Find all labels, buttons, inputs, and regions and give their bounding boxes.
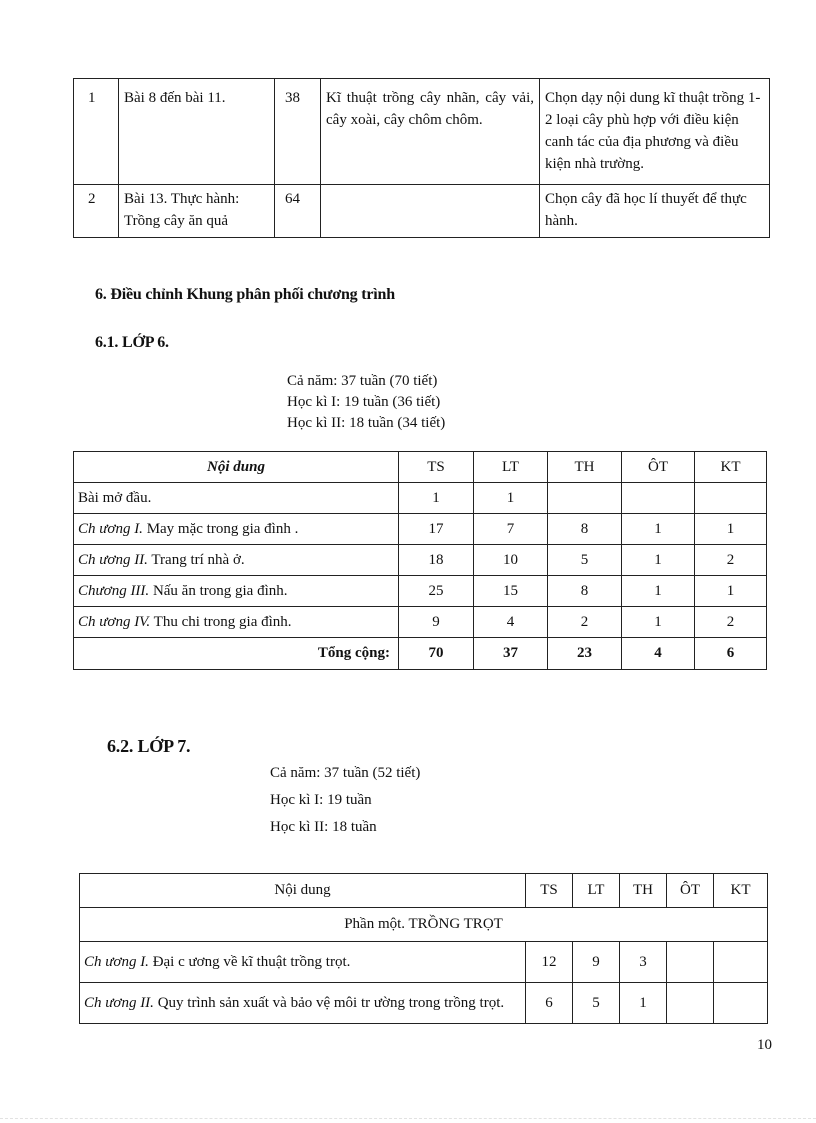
header-ts: TS: [399, 452, 474, 483]
kt-cell: 1: [695, 576, 767, 607]
ot-cell: 1: [622, 545, 695, 576]
kt-cell: 2: [695, 607, 767, 638]
lesson-cell: Bài 8 đến bài 11.: [119, 79, 275, 185]
chapter-prefix: Ch ương II.: [78, 551, 148, 568]
ot-cell: [667, 942, 714, 983]
grade7-summary: [270, 763, 420, 838]
ts-cell: 9: [399, 607, 474, 638]
adjustment-table: [73, 78, 770, 238]
table-row: [74, 576, 767, 607]
kt-cell: 2: [695, 545, 767, 576]
chapter-title: Nấu ăn trong gia đình.: [149, 582, 288, 599]
chapter-title: Trang trí nhà ở.: [147, 551, 245, 568]
th-cell: 3: [620, 942, 667, 983]
summary-line: Cả năm: 37 tuần (52 tiết): [270, 765, 421, 781]
header-th: TH: [620, 874, 667, 908]
kt-cell: [714, 942, 768, 983]
section-row: [80, 908, 768, 942]
content-cell: [80, 942, 526, 983]
total-th: 23: [548, 638, 622, 670]
summary-line: Học kì II: 18 tuần: [270, 819, 377, 835]
chapter-title: Quy trình sản xuất và bảo vệ môi tr ường trong trồng trọt.: [153, 994, 505, 1011]
ot-cell: 1: [622, 576, 695, 607]
lt-cell: 1: [474, 483, 548, 514]
section-heading: 6. Điều chỉnh Khung phân phối chương trình: [95, 286, 395, 303]
ts-cell: 1: [399, 483, 474, 514]
header-lt: LT: [573, 874, 620, 908]
summary-line: Học kì I: 19 tuần: [270, 792, 372, 808]
chapter-prefix: Ch ương IV.: [78, 613, 151, 630]
period-cell: 64: [275, 185, 321, 238]
chapter-prefix: Ch ương I.: [78, 520, 143, 537]
header-content: Nội dung: [80, 874, 526, 908]
th-cell: 2: [548, 607, 622, 638]
ts-cell: 18: [399, 545, 474, 576]
chapter-prefix: Ch ương I.: [84, 953, 149, 970]
kt-cell: [714, 983, 768, 1024]
content-cell: [80, 983, 526, 1024]
note-cell: Chọn dạy nội dung kĩ thuật trồng 1-2 loại cây phù hợp với điều kiện canh tác của địa phương và điều kiện nhà trường.: [540, 79, 770, 185]
header-ot: ÔT: [622, 452, 695, 483]
header-lt: LT: [474, 452, 548, 483]
ot-cell: [622, 483, 695, 514]
summary-line: Học kì I: 19 tuần (36 tiết): [287, 394, 441, 410]
kt-cell: [695, 483, 767, 514]
grade6-heading: 6.1. LỚP 6.: [95, 334, 169, 351]
chapter-title: Thu chi trong gia đình.: [150, 613, 292, 630]
chapter-prefix: Chương III.: [78, 582, 150, 599]
summary-line: Cả năm: 37 tuần (70 tiết): [287, 373, 438, 389]
row-number: 1: [74, 79, 119, 185]
th-cell: 8: [548, 514, 622, 545]
table-row: [74, 483, 767, 514]
ot-cell: 1: [622, 514, 695, 545]
total-ts: 70: [399, 638, 474, 670]
th-cell: 5: [548, 545, 622, 576]
content-cell: [74, 576, 399, 607]
table-row: [74, 607, 767, 638]
ts-cell: 6: [526, 983, 573, 1024]
table-row: [80, 942, 768, 983]
grade7-table: [79, 873, 768, 1024]
header-th: TH: [548, 452, 622, 483]
lesson-cell: Bài 13. Thực hành: Trồng cây ăn quả: [119, 185, 275, 238]
chapter-title: Đại c ương về kĩ thuật trồng trọt.: [148, 953, 351, 970]
ts-cell: 25: [399, 576, 474, 607]
header-ts: TS: [526, 874, 573, 908]
content-cell: [321, 185, 540, 238]
period-cell: 38: [275, 79, 321, 185]
ot-cell: 1: [622, 607, 695, 638]
lt-cell: 5: [573, 983, 620, 1024]
ts-cell: 17: [399, 514, 474, 545]
lt-cell: 4: [474, 607, 548, 638]
ts-cell: 12: [526, 942, 573, 983]
th-cell: 8: [548, 576, 622, 607]
total-kt: 6: [695, 638, 767, 670]
header-kt: KT: [695, 452, 767, 483]
table-row: [74, 185, 770, 238]
lt-cell: 9: [573, 942, 620, 983]
header-content: Nội dung: [74, 452, 399, 483]
table-row: [80, 983, 768, 1024]
th-cell: 1: [620, 983, 667, 1024]
page-number: 10: [757, 1037, 772, 1053]
table-row: [74, 545, 767, 576]
lt-cell: 15: [474, 576, 548, 607]
page-divider: [0, 1118, 816, 1119]
total-label: Tổng cộng:: [74, 638, 399, 670]
header-kt: KT: [714, 874, 768, 908]
table-row: [74, 79, 770, 185]
header-row: [80, 874, 768, 908]
total-ot: 4: [622, 638, 695, 670]
chapter-title: May mặc trong gia đình .: [142, 520, 299, 537]
header-ot: ÔT: [667, 874, 714, 908]
grade6-table: [73, 451, 767, 670]
th-cell: [548, 483, 622, 514]
note-cell: Chọn cây đã học lí thuyết để thực hành.: [540, 185, 770, 238]
kt-cell: 1: [695, 514, 767, 545]
lt-cell: 10: [474, 545, 548, 576]
header-row: [74, 452, 767, 483]
lt-cell: 7: [474, 514, 548, 545]
content-cell: [74, 545, 399, 576]
content-cell: Kĩ thuật trồng cây nhãn, cây vải, cây xoài, cây chôm chôm.: [321, 79, 540, 185]
chapter-title: Bài mở đầu.: [78, 489, 152, 506]
total-lt: 37: [474, 638, 548, 670]
content-cell: [74, 514, 399, 545]
table-row: [74, 514, 767, 545]
chapter-prefix: Ch ương II.: [84, 994, 154, 1011]
content-cell: [74, 483, 399, 514]
content-cell: [74, 607, 399, 638]
row-number: 2: [74, 185, 119, 238]
total-row: [74, 638, 767, 670]
ot-cell: [667, 983, 714, 1024]
summary-line: Học kì II: 18 tuần (34 tiết): [287, 415, 446, 431]
section-label: Phần một. TRỒNG TRỌT: [80, 908, 768, 942]
grade6-summary: [287, 371, 445, 434]
grade7-heading: 6.2. LỚP 7.: [107, 736, 191, 756]
